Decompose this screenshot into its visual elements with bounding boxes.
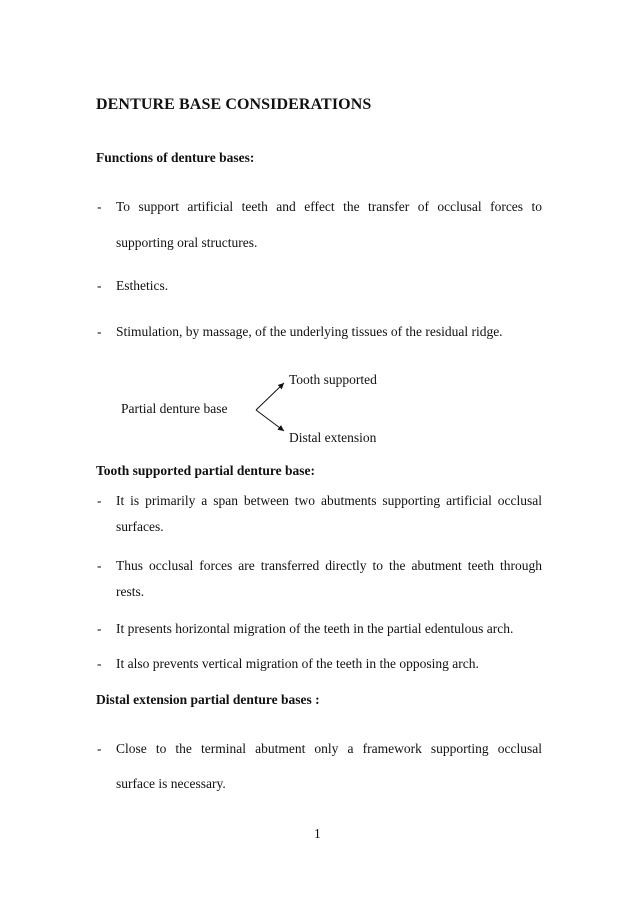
arrow-down-line (256, 410, 284, 431)
list-item-line: rests. (116, 584, 145, 599)
list-item-line: Esthetics. (116, 278, 169, 293)
bullet-dash: - (97, 656, 102, 671)
diagram-root: Partial denture base (121, 401, 228, 416)
list-item-line: surfaces. (116, 519, 164, 534)
bullet-dash: - (97, 741, 102, 756)
diagram-branch-bottom: Distal extension (289, 430, 377, 445)
bullet-dash: - (97, 621, 102, 636)
list-item-line: To support artificial teeth and effect the transfer of occlusal forces to (116, 199, 542, 214)
list-item-line: It is primarily a span between two abutments supporting artificial occlusal (116, 493, 542, 508)
bullet-dash: - (97, 324, 102, 339)
list-item-line: Thus occlusal forces are transferred directly to the abutment teeth through (116, 558, 542, 573)
bullet-dash: - (97, 493, 102, 508)
list-item-line: Close to the terminal abutment only a framework supporting occlusal (116, 741, 542, 756)
bullet-dash: - (97, 199, 102, 214)
diagram-branch-top: Tooth supported (289, 372, 377, 387)
list-item-line: supporting oral structures. (116, 235, 258, 250)
list-item-line: Stimulation, by massage, of the underlying tissues of the residual ridge. (116, 324, 503, 339)
list-item-line: It also prevents vertical migration of the teeth in the opposing arch. (116, 656, 479, 671)
page-number: 1 (314, 826, 321, 841)
distal-extension-heading: Distal extension partial denture bases : (96, 692, 320, 707)
functions-heading: Functions of denture bases: (96, 150, 255, 165)
bullet-dash: - (97, 558, 102, 573)
bullet-dash: - (97, 278, 102, 293)
arrow-up-line (256, 383, 284, 410)
tooth-supported-heading: Tooth supported partial denture base: (96, 463, 316, 478)
list-item-line: It presents horizontal migration of the teeth in the partial edentulous arch. (116, 621, 514, 636)
list-item-line: surface is necessary. (116, 776, 226, 791)
document-title: DENTURE BASE CONSIDERATIONS (96, 96, 372, 113)
